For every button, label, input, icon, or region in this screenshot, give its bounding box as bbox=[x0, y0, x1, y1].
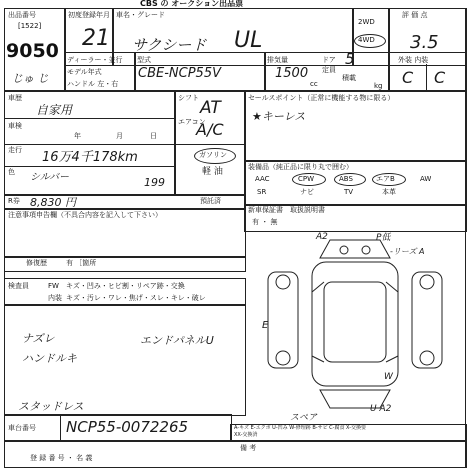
equip-sr: SR bbox=[257, 188, 267, 196]
color-label: 色 bbox=[8, 168, 15, 176]
note-1: ナズレ bbox=[22, 332, 55, 345]
car-diagram bbox=[250, 232, 462, 412]
rear-left-pillar bbox=[312, 356, 324, 362]
eval-score: 3.5 bbox=[410, 32, 439, 53]
note-2: ハンドルキ bbox=[22, 352, 77, 365]
legend-2: XX-交換済 bbox=[234, 432, 258, 438]
ac-label: エアコン bbox=[178, 118, 206, 126]
month-label: 月 bbox=[116, 132, 123, 140]
year-hand: 21 bbox=[82, 26, 110, 51]
repair-val: 有 ［箇所 bbox=[66, 259, 97, 267]
dealer-label: ディーラー・並行 bbox=[67, 56, 123, 64]
sales-point-label: セールスポイント（正常に機能する物に限る） bbox=[248, 94, 395, 102]
shift-hand: AT bbox=[200, 98, 221, 118]
fuel-diesel: 軽 油 bbox=[202, 167, 223, 177]
kg-unit: kg bbox=[374, 82, 383, 90]
handwritten-left: じゅ じ bbox=[12, 72, 49, 85]
fw-label: FW bbox=[48, 282, 59, 290]
mileage-hand: 16万4千178km bbox=[42, 150, 138, 165]
sales-point-hand: ★キーレス bbox=[252, 110, 306, 123]
manual-label-2: 取扱説明書 bbox=[290, 206, 325, 214]
chassis-divider bbox=[60, 414, 61, 440]
equip-abs: ABS bbox=[339, 175, 353, 183]
inspector-label: 検査員 bbox=[8, 282, 29, 290]
lot-label: 出品番号 bbox=[8, 11, 36, 19]
day-label: 日 bbox=[150, 132, 157, 140]
map-spare: スペア bbox=[290, 413, 318, 423]
sub-label: 備 考 bbox=[240, 444, 257, 452]
right-rear-wheel bbox=[420, 351, 434, 365]
drive-2wd: 2WD bbox=[358, 18, 375, 26]
row-line-2 bbox=[4, 144, 174, 145]
interior-items: キズ・汚レ・ワレ・焦げ・スレ・キレ・破レ bbox=[66, 294, 206, 302]
equip-airbag: エアB bbox=[376, 175, 395, 183]
equip-aac: AAC bbox=[255, 175, 270, 183]
eval-label: 評 価 点 bbox=[402, 11, 428, 19]
ext-grade: C bbox=[402, 68, 414, 87]
model-code-label: 型式 bbox=[137, 56, 151, 64]
fw-items: キズ・凹み・ヒビ割・リペア跡・交換 bbox=[66, 282, 185, 290]
equip-tv: TV bbox=[344, 188, 354, 196]
manual-val: 有 ・ 無 bbox=[252, 218, 278, 226]
lot-number: 9050 bbox=[6, 40, 59, 62]
notes-label: 注意事項申告欄（不具合内容を記入して下さい） bbox=[8, 211, 162, 219]
car-name-hand: サクシード bbox=[132, 36, 207, 54]
ac-hand: A/C bbox=[196, 120, 224, 139]
equip-label: 装備品（純正品に限り丸で囲む） bbox=[248, 163, 353, 171]
drive-4wd: 4WD bbox=[358, 36, 375, 44]
recycle-value: 8,830 円 bbox=[30, 196, 76, 209]
front-left-pillar bbox=[312, 282, 324, 292]
repair-label: 修復歴 bbox=[26, 259, 47, 267]
int-grade: C bbox=[434, 68, 446, 87]
map-e: E bbox=[262, 320, 269, 331]
map-a2-left: A2 bbox=[316, 232, 328, 242]
chassis-label: 車台番号 bbox=[8, 424, 36, 432]
reg-label: 初度登録年月 bbox=[68, 11, 110, 19]
chassis-hand: NCP55-0072265 bbox=[66, 418, 189, 436]
use-label: 車歴 bbox=[8, 94, 22, 102]
front-light-left bbox=[340, 246, 348, 254]
cc-unit: cc bbox=[310, 80, 318, 88]
title-fragment: CBS の オークション出品票 bbox=[140, 0, 244, 8]
left-rear-wheel bbox=[276, 351, 290, 365]
color-hand: シルバー bbox=[30, 172, 70, 183]
equip-cpw: CPW bbox=[298, 175, 315, 183]
ext-int-divider bbox=[426, 64, 427, 90]
handle-label: ハンドル 左・右 bbox=[67, 80, 119, 88]
front-right-pillar bbox=[386, 282, 398, 292]
front-light-right bbox=[362, 246, 370, 254]
row-line-3 bbox=[4, 166, 174, 167]
row-line-1 bbox=[4, 118, 174, 119]
inspection-label: 車検 bbox=[8, 122, 22, 130]
year-label: 年 bbox=[74, 132, 81, 140]
car-roof-outline bbox=[324, 282, 386, 362]
rear-right-pillar bbox=[386, 356, 398, 362]
equip-aw: AW bbox=[420, 175, 432, 183]
shift-row-line bbox=[174, 144, 244, 145]
bottom-text: 登 録 番 号 ・ 名 義 bbox=[30, 454, 93, 462]
car-body-outline bbox=[312, 262, 398, 386]
use-hand: 自家用 bbox=[36, 103, 73, 117]
capacity-label: 定員 bbox=[322, 66, 336, 74]
doors-label: ドア bbox=[322, 56, 336, 64]
doors-hand: 5 bbox=[345, 50, 355, 68]
manual-label: 新車保証書 bbox=[248, 206, 283, 214]
recycle-label: R券 bbox=[8, 197, 20, 205]
load-label: 積載 bbox=[342, 74, 356, 82]
right-front-wheel bbox=[420, 275, 434, 289]
map-p: P低 bbox=[376, 233, 391, 243]
shift-label: シフト bbox=[178, 94, 199, 102]
model-code-hand: CBE-NCP55V bbox=[138, 66, 221, 81]
lot-sub: [1522] bbox=[18, 22, 42, 30]
interior-label: 内装 bbox=[48, 294, 62, 302]
map-w: W bbox=[384, 372, 393, 382]
map-u: U A2 bbox=[370, 404, 392, 414]
note-4: スタッドレス bbox=[18, 400, 84, 413]
displacement-label: 排気量 bbox=[267, 56, 288, 64]
right-side-outline bbox=[412, 272, 442, 368]
legend: A-キズ E-エクボ U-凹み W-修理跡 B-サビ C-腐食 X-交換要 bbox=[234, 425, 367, 431]
mileage-label: 走行 bbox=[8, 146, 22, 154]
left-front-wheel bbox=[276, 275, 290, 289]
left-side-outline bbox=[268, 272, 298, 368]
equip-leather: 本革 bbox=[382, 188, 396, 196]
recycle-status: 預託済 bbox=[200, 197, 221, 205]
grade-label: 車名・グレード bbox=[116, 11, 165, 19]
note-3: エンドパネルU bbox=[140, 334, 214, 347]
fuel-gas: ガソリン bbox=[199, 151, 227, 159]
displacement-hand: 1500 bbox=[275, 66, 309, 81]
color-no-hand: 199 bbox=[144, 176, 165, 189]
grade-hand: UL bbox=[234, 28, 263, 53]
equip-navi: ナビ bbox=[300, 188, 314, 196]
map-rudder: -リーズ A bbox=[390, 247, 425, 256]
model-year-label: モデル年式 bbox=[67, 68, 102, 76]
ext-int-label: 外装 内装 bbox=[398, 56, 429, 64]
